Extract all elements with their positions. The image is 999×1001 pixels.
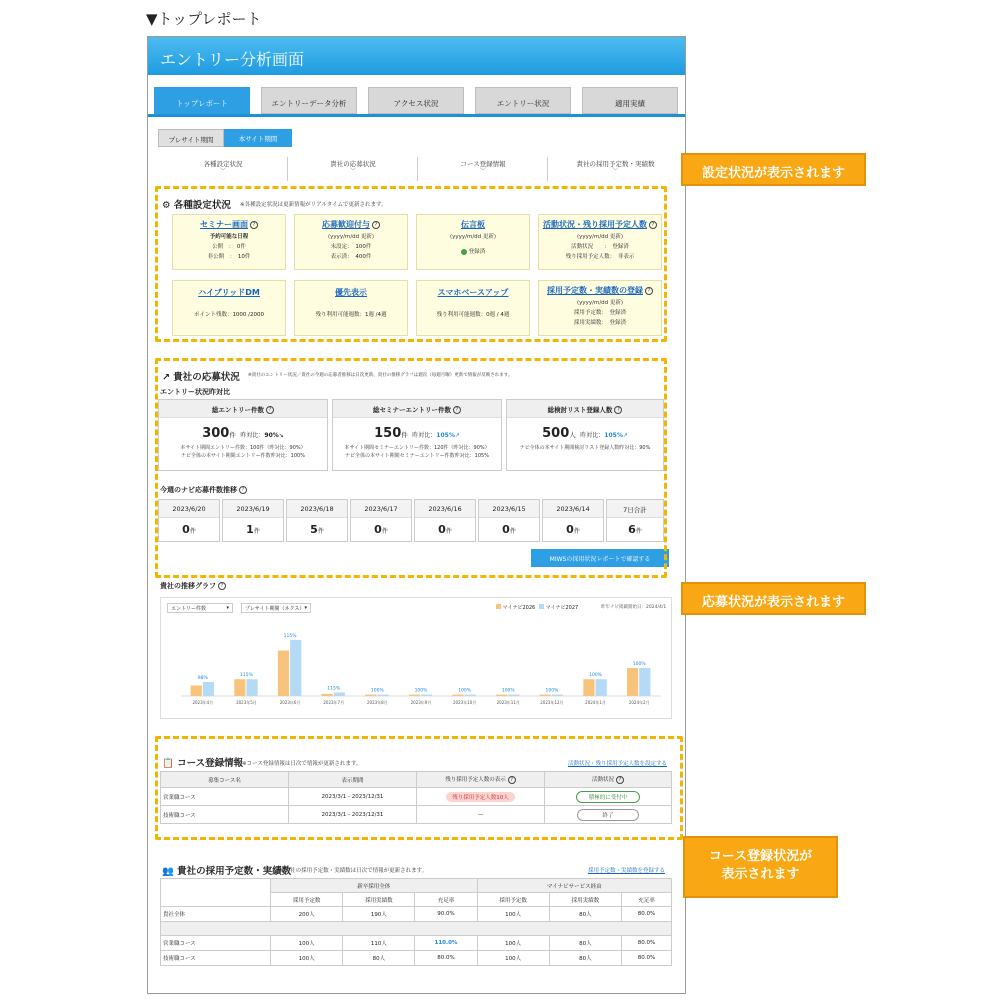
graph-panel [160,597,672,719]
help-icon[interactable]: ? [372,221,380,229]
tab-entry-status[interactable]: エントリー状況 [475,87,571,114]
applications-title-text: 貴社の応募状況 [173,372,240,383]
weekly-number: 0 [182,523,190,536]
col-course-name: 募集コース名 [161,772,289,788]
cell: 80人 [343,951,415,966]
bar [409,695,420,696]
x-tick-label: 2023年10月 [452,700,477,705]
pct-label: 100% [458,688,472,694]
bar [627,668,638,696]
tab-top-report[interactable]: トップレポート [154,87,250,114]
seminar-line-3: 非公開 ： 10件 [207,254,251,260]
card-head-text: 総エントリー件数 [212,406,264,414]
table-row [161,936,672,951]
weekly-number: 1 [246,523,254,536]
col-rate: 充足率 [621,893,671,907]
weekly-date: 2023/6/17 [351,500,411,518]
bar [639,668,650,696]
bar [191,686,202,697]
cell: 110人 [343,936,415,951]
course-name: 技術職コース [161,806,289,824]
help-icon[interactable]: ? [266,406,274,414]
subnav-settings-label: 各種設定状況 [203,160,243,168]
pct-label: 115% [283,634,297,639]
welcome-line-2: 未設定： 100件 [330,244,372,250]
priority-weeks: 残り利用可能週数：1週 /4週 [315,312,387,318]
weekly-number: 0 [566,523,574,536]
bar [452,695,463,696]
card-head-text: 総セミナーエントリー件数 [373,406,451,414]
trend-up-icon: ↗ [622,432,628,439]
help-icon[interactable]: ? [616,776,624,784]
row-name: 技術職コース [161,951,271,966]
welcome-link-label: 応募歓迎付与 [322,220,370,229]
period-pre-button[interactable]: プレサイト期間 [158,129,224,147]
weekly-unit: 件 [445,528,452,535]
help-icon[interactable]: ? [508,776,516,784]
bar [377,695,388,696]
row-name: 営業職コース [161,936,271,951]
smartphone-weeks: 残り利用可能週数：0週 / 4週 [436,312,510,318]
status-badge: 終了 [577,809,638,821]
x-tick-label: 2024年2月 [628,700,650,705]
welcome-updated: (yyyy/m/dd 更新) [327,234,375,240]
pct-label: 98% [197,676,208,681]
bar [246,679,257,696]
pct-label: 100% [501,688,515,694]
help-icon[interactable]: ? [614,406,622,414]
weekly-unit: 件 [381,528,388,535]
tab-access[interactable]: アクセス状況 [368,87,464,114]
value-unit: 件 [401,431,408,439]
weekly-date: 7日合計 [607,500,663,518]
help-icon[interactable]: ? [649,221,657,229]
graph-title-text: 貴社の推移グラフ [160,582,216,590]
pct-label: 100% [545,688,559,694]
people-icon: 👥 [162,866,174,877]
cell: 100人 [477,936,549,951]
bar [540,695,551,696]
main-tabs [148,87,685,117]
cell: 100人 [271,951,343,966]
cell: 100人 [271,936,343,951]
settings-highlight-frame [155,186,667,342]
course-name: 営業職コース [161,788,289,806]
legend-2027 [539,604,578,611]
compare-label: 昨対比： [240,432,265,439]
cell: 80人 [549,951,621,966]
weekly-unit: 件 [635,528,642,535]
weekly-number: 6 [628,523,636,536]
hiring-table [160,878,672,966]
weekly-number: 5 [310,523,318,536]
legend-swatch [496,604,501,609]
tab-results[interactable]: 適用実績 [582,87,678,114]
cell: 190人 [343,907,415,922]
tab-entry-data[interactable]: エントリーデータ分析 [261,87,357,114]
chevron-down-icon: ▾ [304,605,307,611]
bar [596,679,607,696]
activity-line-3: 残り採用予定人数： 非表示 [565,254,635,260]
weekly-date: 2023/6/18 [287,500,347,518]
x-tick-label: 2023年7月 [323,700,345,705]
period-main-button[interactable]: 本サイト期間 [224,129,292,147]
table-row [161,951,672,966]
spacer-row [161,922,672,936]
course-callout: コース登録状況が表示されます [683,836,838,898]
board-status-text: 登録済 [468,249,486,255]
compare-pct: 105% [436,432,455,439]
help-icon[interactable]: ? [218,582,226,590]
trend-up-icon: ↗ [454,432,460,439]
cell: 80.0% [621,936,671,951]
blank-header [161,879,271,907]
weekly-unit: 件 [573,528,580,535]
card-sub-1: 本サイト期間エントリー件数：100件（昨対比：90%） [180,445,306,451]
cell: 80人 [549,907,621,922]
chevron-down-icon: ﹀ [479,168,486,175]
col-actual: 採用実績数 [343,893,415,907]
miws-report-button[interactable]: MIWSの採用状況レポートで確認する [531,549,669,567]
help-icon[interactable]: ? [239,486,247,494]
settings-note: ※各種設定状況は更新情報がリアルタイムで更新されます。 [240,202,387,208]
settings-callout: 設定状況が表示されます [681,153,866,186]
cell: 100人 [477,951,549,966]
bar [496,695,507,696]
group-mynavi: マイナビサービス経由 [477,879,672,893]
pct-label: 115% [327,686,341,692]
pct-label: 100% [589,673,602,679]
seminar-line-1: 予約可能な日程 [209,234,249,240]
hiring-register-label: 採用予定数・実績数の登録 [547,286,643,295]
subnav-applications-label: 貴社の応募状況 [330,160,376,168]
weekly-number: 0 [374,523,382,536]
cell: 80.0% [415,951,477,966]
col-rate: 充足率 [415,893,477,907]
hiring-register-line-3: 採用実績数： 登録済 [573,320,627,326]
cell: 80.0% [621,951,671,966]
chevron-down-icon: ﹀ [349,168,356,175]
activity-updated: (yyyy/m/dd 更新) [576,234,624,240]
value-number: 300 [202,426,230,441]
bar [203,682,214,696]
welcome-line-3: 表示済： 400件 [330,254,372,260]
group-new-grad: 新卒採用全体 [271,879,478,893]
hiring-register-updated: (yyyy/m/dd 更新) [576,300,624,306]
legend-swatch [539,604,544,609]
value-number: 500 [542,426,570,441]
course-note: ※コース登録情報は日次で情報が更新されます。 [242,761,362,767]
weekly-number: 0 [438,523,446,536]
entry-compare-title: エントリー状況昨対比 [160,388,230,396]
bar [365,695,376,696]
bar [290,640,301,696]
cell: 90.0% [415,907,477,922]
course-remaining: — [417,806,545,824]
card-sub-2: ナビ全体の本サイト期間セミナーエントリー件数昨対比：105% [345,453,489,459]
applications-callout: 応募状況が表示されます [681,582,866,615]
subnav-course-label: コース登録情報 [460,160,506,168]
hiring-note: ※貴社の採用予定数・実績数は日次で情報が更新されます。 [280,868,428,874]
cell: 80人 [549,936,621,951]
compare-label: 昨対比： [412,432,437,439]
seminar-link-label: セミナー画面 [200,220,248,229]
table-row [161,907,672,922]
weekly-unit: 件 [189,528,196,535]
cell: 200人 [271,907,343,922]
table-group-row [161,879,672,893]
graph-update-note: 昨年ナビ掲載開始日：2024/4/1 [601,605,667,610]
legend-2026 [496,604,535,611]
bar [508,695,519,696]
bar [234,679,245,696]
course-settings-link[interactable]: 活動状況・残り採用予定人数を設定する [568,761,668,767]
course-period: 2023/3/1 - 2023/12/31 [289,806,417,824]
subnav-settings[interactable] [158,159,288,181]
gear-icon: ⚙ [162,200,171,211]
applications-note: ※貴社のエントリー状況／貴社の今週の応募者推移は日次更新、貴社の推移グラフは週次（毎週月曜）更新で情報が反映されます。 [248,373,513,378]
value-unit: 人 [569,431,576,439]
pct-label: 100% [632,662,646,667]
card-sub-2: ナビ全体の本サイト期間エントリー件数昨対比：100% [181,453,305,459]
legend-label: マイナビ2027 [545,605,579,611]
compare-pct: 105% [604,432,623,439]
bar [278,651,289,697]
bar [334,693,345,697]
weekly-unit: 件 [509,528,516,535]
weekly-number: 0 [502,523,510,536]
weekly-date: 2023/6/15 [479,500,539,518]
weekly-unit: 件 [253,528,260,535]
help-icon[interactable]: ? [645,287,653,295]
bar [583,679,594,696]
col-actual: 採用実績数 [549,893,621,907]
compare-pct: 90% [264,432,279,439]
col-planned: 採用予定数 [271,893,343,907]
board-link[interactable]: 伝言板 [461,220,485,229]
graph-title [160,581,226,591]
x-tick-label: 2023年5月 [236,700,257,705]
x-tick-label: 2023年9月 [410,700,432,705]
metric-select[interactable] [167,603,233,613]
card-sub-1: 本サイト期間セミナーエントリー件数：120件（昨対比：90%） [344,445,490,451]
x-tick-label: 2023年8月 [366,700,388,705]
chevron-down-icon: ﹀ [219,168,226,175]
x-tick-label: 2023年12月 [540,700,564,705]
chevron-down-icon: ▾ [226,605,229,611]
subnav-course[interactable] [418,159,548,181]
course-highlight-frame [155,736,683,840]
clipboard-icon: 📋 [162,758,174,769]
cell: 110.0% [415,936,477,951]
course-period: 2023/3/1 - 2023/12/31 [289,788,417,806]
compare-label: 昨対比： [580,432,605,439]
bar [465,695,476,696]
bar-chart [161,616,671,716]
col-planned: 採用予定数 [477,893,549,907]
subnav-hiring[interactable] [548,159,683,181]
bar [552,695,563,696]
trend-down-icon: ↘ [278,432,284,439]
priority-link[interactable]: 優先表示 [335,288,367,297]
period-select-value: プレサイト期間（ネクス） [245,606,305,612]
period-select[interactable] [241,603,311,613]
activity-link-label: 活動状況・残り採用予定人数 [543,220,647,229]
row-name: 貴社全体 [161,907,271,922]
x-tick-label: 2024年1月 [585,700,606,705]
hiring-title [162,863,291,877]
smartphone-link[interactable]: スマホベースアップ [437,288,509,297]
header-title: エントリー分析画面 [148,37,685,75]
value-unit: 件 [229,431,236,439]
settings-title-text: 各種設定状況 [173,200,231,211]
weekly-date: 2023/6/19 [223,500,283,518]
legend-label: マイナビ2026 [502,605,536,611]
metric-select-value: エントリー件数 [171,606,207,612]
x-tick-label: 2023年11月 [496,700,520,705]
subnav-applications[interactable] [288,159,418,181]
hiring-register-link[interactable]: 採用予定数・実績数を登録する [588,868,666,874]
pct-label: 115% [240,673,253,679]
status-badge: 積極的に受付中 [576,791,641,803]
weekly-date: 2023/6/14 [543,500,603,518]
course-title-text: コース登録情報 [177,758,244,769]
applications-highlight-frame [155,358,667,578]
value-number: 150 [374,426,402,441]
bar [322,694,333,696]
board-updated: (yyyy/m/dd 更新) [449,234,497,240]
chart-line-icon: ↗ [162,372,170,383]
weekly-unit: 件 [317,528,324,535]
pct-label: 100% [414,688,428,694]
pct-label: 100% [370,688,384,694]
subnav-hiring-label: 貴社の採用予定数・実績数 [576,160,655,168]
seminar-line-2: 公開 ： 0件 [212,244,246,250]
col-period: 表示期間 [289,772,417,788]
x-tick-label: 2023年6月 [279,700,301,705]
cell: 80.0% [621,907,671,922]
card-sub-1: ナビ全体の本サイト期間検討リスト登録人数昨対比：90% [519,445,651,451]
weekly-date: 2023/6/20 [159,500,219,518]
hiring-title-text: 貴社の採用予定数・実績数 [177,866,292,877]
activity-line-2: 活動状況 ： 登録済 [571,244,629,250]
help-icon[interactable]: ? [250,221,258,229]
bar [421,695,432,696]
hybrid-dm-link[interactable]: ハイブリッドDM [198,288,260,297]
col-remaining-label: 残り採用予定人数の表示 [445,777,506,784]
card-head-text: 総検討リスト登録人数 [547,406,613,414]
remaining-badge: 残り採用予定人数10人 [446,792,515,802]
weekly-title-text: 今週のナビ応募件数推移 [160,486,237,494]
x-tick-label: 2023年4月 [192,700,214,705]
cell: 100人 [477,907,549,922]
help-icon[interactable]: ? [453,406,461,414]
weekly-date: 2023/6/16 [415,500,475,518]
hiring-register-line-2: 採用予定数： 登録済 [573,310,627,316]
page-label: ▼トップレポート [146,10,262,28]
hybrid-dm-points: ポイント残数：1000 /2000 [193,312,265,318]
col-status-label: 活動状況 [591,777,614,784]
chevron-down-icon: ﹀ [612,168,619,175]
